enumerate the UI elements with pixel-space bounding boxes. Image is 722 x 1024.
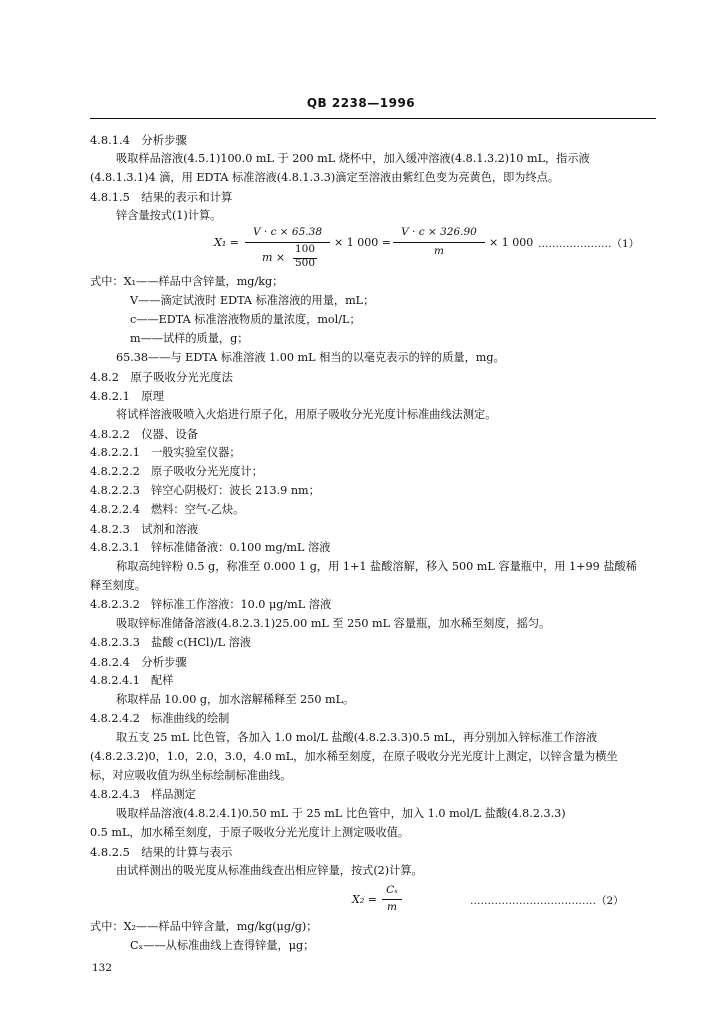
definition-line: Cₓ——从标准曲线上查得锌量，μg； <box>130 939 315 952</box>
definition-line: 式中：X₂——样品中锌含量，mg/kg(μg/g)； <box>90 920 318 933</box>
list-item: 4.8.2.4.2 标准曲线的绘制 <box>90 712 230 725</box>
formula-denominator: m × <box>262 251 286 264</box>
header-rule <box>90 118 656 119</box>
section-heading: 4.8.2.4 分析步骤 <box>90 655 187 669</box>
paragraph-line: (4.8.2.3.2)0，1.0，2.0，3.0，4.0 mL，加水稀至刻度，在原子吸收分光光度计上测定，以锌含量为横坐 <box>90 750 618 763</box>
list-item: 4.8.2.3.1 锌标准储备液：0.100 mg/mL 溶液 <box>90 541 331 554</box>
list-item: 4.8.2.2.2 原子吸收分光光度计； <box>90 465 263 478</box>
section-heading: 4.8.2.5 结果的计算与表示 <box>90 845 233 859</box>
paragraph-line: 标，对应吸收值为纵坐标绘制标准曲线。 <box>90 769 292 782</box>
formula-numerator: V · c × 65.38 <box>252 226 322 238</box>
list-item: 4.8.2.4.3 样品测定 <box>90 788 196 801</box>
paragraph-line: 称取样品 10.00 g，加水溶解稀释至 250 mL。 <box>116 693 355 706</box>
fraction-bar <box>393 242 485 243</box>
paragraph-line: 吸取锌标准储备溶液(4.8.2.3.1)25.00 mL 至 250 mL 容量瓶，加水稀至刻度，摇匀。 <box>116 617 551 630</box>
section-heading: 4.8.2.2 仪器、设备 <box>90 427 199 441</box>
definition-line: c——EDTA 标准溶液物质的量浓度，mol/L； <box>130 313 361 326</box>
formula-inner-numerator: 100 <box>294 243 316 255</box>
paragraph-line: 将试样溶液吸喷入火焰进行原子化，用原子吸收分光光度计标准曲线法测定。 <box>116 408 497 421</box>
paragraph-line: 称取高纯锌粉 0.5 g，称准至 0.000 1 g，用 1+1 盐酸溶解，移入 500 mL 容量瓶中，用 1+99 盐酸稀 <box>116 560 637 573</box>
formula-numerator: V · c × 326.90 <box>401 226 477 238</box>
paragraph-line: (4.8.1.3.1)4 滴，用 EDTA 标准溶液(4.8.1.3.3)滴定至溶液由紫红色变为亮黄色，即为终点。 <box>90 171 560 184</box>
fraction-bar <box>382 899 402 900</box>
equation-number: …………………（1） <box>538 238 640 250</box>
list-item: 4.8.2.3.2 锌标准工作溶液：10.0 μg/mL 溶液 <box>90 598 332 611</box>
paragraph-line: 0.5 mL，加水稀至刻度，于原子吸收分光光度计上测定吸收值。 <box>90 826 410 839</box>
definition-line: 65.38——与 EDTA 标准溶液 1.00 mL 相当的以毫克表示的锌的质量，mg。 <box>116 351 505 364</box>
paragraph-line: 锌含量按式(1)计算。 <box>116 209 222 222</box>
formula-lhs: X₁ = <box>214 236 239 249</box>
formula-denominator: m <box>387 901 397 913</box>
section-heading: 4.8.2.1 原理 <box>90 389 165 403</box>
section-heading: 4.8.1.4 分析步骤 <box>90 133 187 147</box>
page-header: QB 2238—1996 <box>306 96 416 110</box>
page-number: 132 <box>92 962 113 974</box>
list-item: 4.8.2.2.3 锌空心阴极灯：波长 213.9 nm； <box>90 484 320 497</box>
list-item: 4.8.2.2.1 一般实验室仪器； <box>90 446 241 459</box>
paragraph-line: 由试样测出的吸光度从标准曲线查出相应锌量，按式(2)计算。 <box>116 864 423 877</box>
formula-inner-denominator: 500 <box>294 257 316 269</box>
list-item: 4.8.2.3.3 盐酸 c(HCl)/L 溶液 <box>90 636 251 649</box>
formula-multiplier: × 1 000 <box>489 236 534 249</box>
formula-numerator: Cₓ <box>386 884 398 896</box>
section-heading: 4.8.1.5 结果的表示和计算 <box>90 190 233 204</box>
paragraph-line: 取五支 25 mL 比色管，各加入 1.0 mol/L 盐酸(4.8.2.3.3)0.5 mL，再分别加入锌标准工作溶液 <box>116 731 598 744</box>
formula-lhs: X₂ = <box>352 893 377 906</box>
formula-denominator: m <box>434 245 444 257</box>
paragraph-line: 吸取样品溶液(4.8.2.4.1)0.50 mL 于 25 mL 比色管中，加入 1.0 mol/L 盐酸(4.8.2.3.3) <box>116 807 566 820</box>
list-item: 4.8.2.2.4 燃料：空气-乙炔。 <box>90 503 245 516</box>
definition-line: 式中：X₁——样品中含锌量，mg/kg； <box>90 275 284 288</box>
definition-line: V——滴定试液时 EDTA 标准溶液的用量，mL； <box>130 294 375 307</box>
paragraph-line: 释至刻度。 <box>90 579 146 592</box>
section-heading: 4.8.2 原子吸收分光光度法 <box>90 370 233 384</box>
section-heading: 4.8.2.3 试剂和溶液 <box>90 522 199 536</box>
formula-multiplier: × 1 000 = <box>334 236 391 249</box>
equation-number: ………………………………（2） <box>470 895 624 907</box>
definition-line: m——试样的质量，g； <box>130 332 249 345</box>
list-item: 4.8.2.4.1 配样 <box>90 674 174 687</box>
paragraph-line: 吸取样品溶液(4.5.1)100.0 mL 于 200 mL 烧杯中，加入缓冲溶液(4.8.1.3.2)10 mL，指示液 <box>116 152 590 165</box>
